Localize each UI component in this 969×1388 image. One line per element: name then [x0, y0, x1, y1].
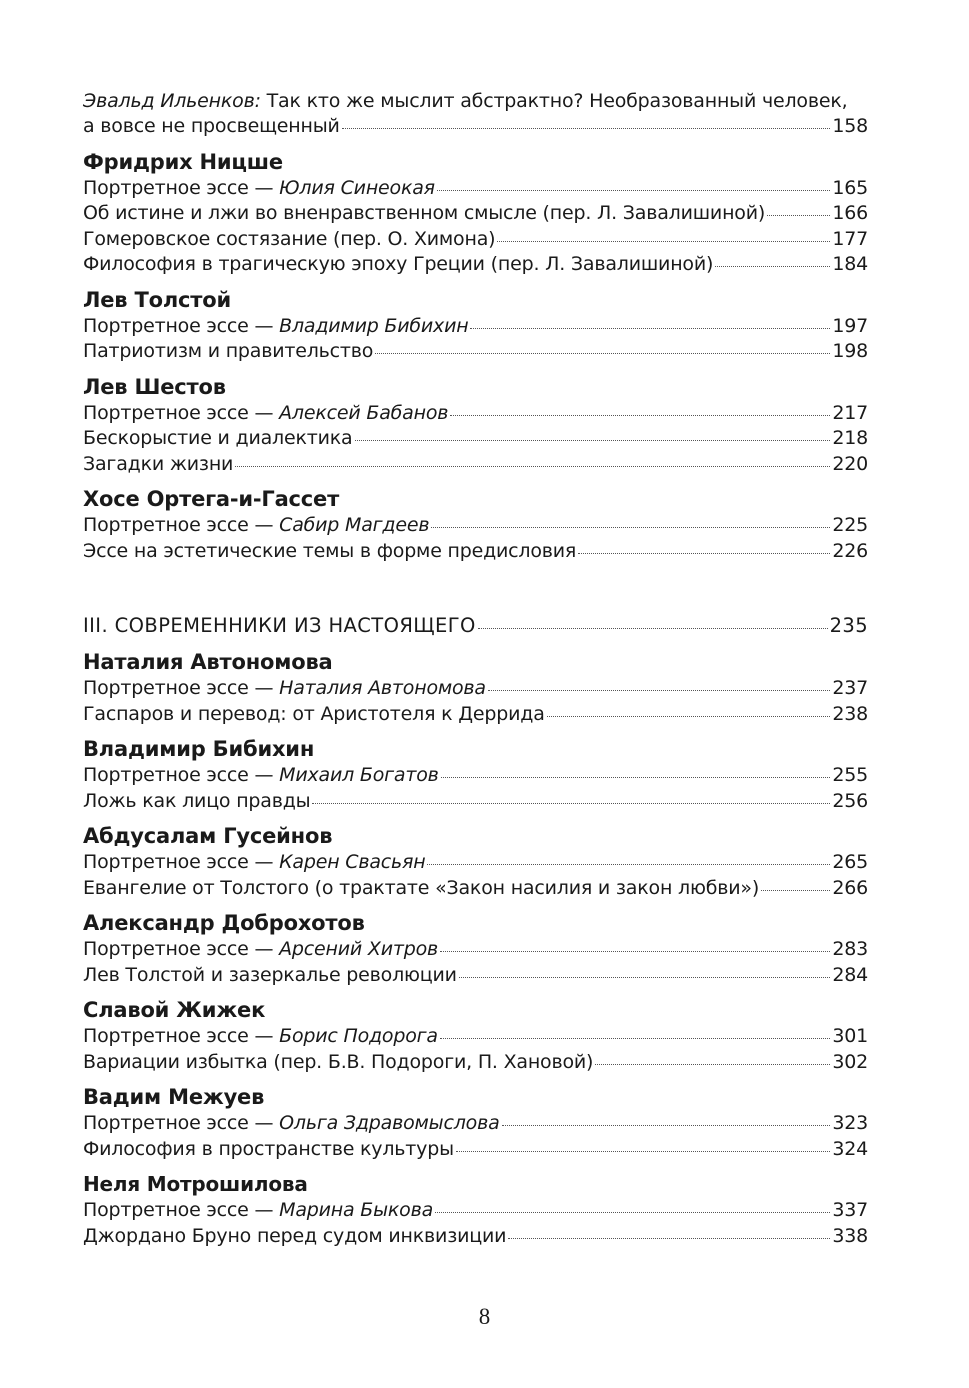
toc-entry[interactable] — [83, 1137, 868, 1163]
entry-list — [83, 676, 868, 727]
entry-list — [83, 401, 868, 478]
entry-title-text: Портретное эссе — — [83, 401, 280, 424]
entry-title — [83, 176, 435, 202]
entry-title-text: Портретное эссе — — [83, 677, 280, 699]
entry-title-text: Загадки жизни — [83, 452, 234, 475]
toc-entry[interactable] — [83, 1024, 868, 1050]
entry-title-text: Философия в трагическую эпоху Греции (пер. Л. Завалишиной) — [83, 253, 714, 275]
entry-title — [83, 1137, 454, 1163]
dot-leader — [355, 440, 831, 441]
page-number: 323 — [832, 1112, 868, 1134]
author-group — [83, 485, 868, 564]
entry-title-text: Гаспаров и перевод: от Аристотеля к Деррида — [83, 702, 545, 725]
dot-leader — [478, 628, 828, 629]
entry-title-text: Портретное эссе — — [83, 514, 280, 536]
page-number: 302 — [832, 1050, 868, 1073]
page-number: 283 — [832, 938, 868, 960]
author-heading: Вадим Межуев — [83, 1085, 265, 1109]
entry-title-text: Вариации избытка (пер. Б.В. Подороги, П. Хановой) — [83, 1050, 594, 1073]
page-number: 255 — [832, 764, 868, 786]
entry-title — [83, 1050, 593, 1076]
author-heading: Абдусалам Гусейнов — [83, 824, 333, 848]
toc-entry[interactable] — [83, 401, 868, 427]
page-number: 226 — [832, 539, 868, 562]
dot-leader — [578, 553, 830, 554]
entry-title-text: Портретное эссе — — [83, 176, 280, 199]
entry-title — [83, 314, 468, 340]
entry-list — [83, 937, 868, 988]
page-number: 165 — [832, 176, 868, 199]
section-heading[interactable] — [83, 612, 868, 640]
entry-title — [83, 1224, 506, 1250]
dot-leader — [435, 1212, 830, 1213]
page-number: 265 — [832, 851, 868, 873]
entry-title — [83, 401, 448, 427]
entry-title: Так кто же мыслит абстрактно? Необразованный человек, — [260, 90, 848, 112]
entry-title — [83, 1198, 433, 1224]
dot-leader — [450, 415, 830, 416]
page-number: 217 — [832, 401, 868, 424]
page-number: 220 — [832, 452, 868, 475]
page-number: 184 — [832, 253, 868, 275]
dot-leader — [375, 353, 830, 354]
entry-title-text: Портретное эссе — — [83, 1199, 280, 1221]
page-number: 235 — [829, 614, 868, 637]
page-number: 266 — [832, 876, 868, 899]
dot-leader — [342, 128, 831, 129]
toc-entry[interactable] — [83, 1111, 868, 1137]
entry-title — [83, 452, 233, 478]
dot-leader — [440, 951, 830, 952]
toc-entry[interactable] — [83, 876, 868, 902]
page-number: 197 — [832, 314, 868, 337]
dot-leader — [437, 190, 830, 191]
toc-entry[interactable] — [83, 314, 868, 340]
toc-entry[interactable] — [83, 702, 868, 728]
toc-entry[interactable] — [83, 426, 868, 452]
entry-title-text: Портретное эссе — — [83, 764, 280, 786]
dot-leader — [502, 1125, 831, 1126]
entry-list — [83, 850, 868, 901]
page-number: 158 — [832, 115, 868, 137]
essay-author-italic: Алексей Бабанов — [279, 401, 449, 424]
dot-leader — [547, 716, 831, 717]
author-group — [83, 373, 868, 478]
entry-title — [83, 539, 576, 565]
author-group — [83, 648, 868, 727]
dot-leader — [470, 328, 830, 329]
entry-title — [83, 339, 373, 365]
essay-author-italic: Борис Подорога — [279, 1025, 438, 1047]
dot-leader — [767, 215, 830, 216]
essay-author-italic: Ольга Здравомыслова — [279, 1112, 500, 1134]
author-group — [83, 822, 868, 901]
toc-entry[interactable] — [83, 937, 868, 963]
author-heading: Лев Шестов — [83, 374, 226, 399]
essay-author-italic: Михаил Богатов — [279, 764, 439, 786]
dot-leader — [456, 1151, 830, 1152]
entry-title-text: Портретное эссе — — [83, 851, 280, 873]
essay-author-italic: Наталия Автономова — [279, 677, 486, 699]
author-heading: Владимир Бибихин — [83, 737, 315, 761]
entry-title-text: Портретное эссе — — [83, 1025, 280, 1047]
entry-title — [83, 201, 765, 227]
author-heading: Фридрих Ницше — [83, 149, 283, 174]
author-heading: Славой Жижек — [83, 998, 266, 1022]
toc-entry[interactable] — [83, 539, 868, 565]
dot-leader — [508, 1238, 830, 1239]
page-number-footer: 8 — [478, 1304, 491, 1329]
page-number: 256 — [832, 789, 868, 812]
dot-leader — [488, 690, 830, 691]
dot-leader — [235, 466, 830, 467]
entry-title-text: Джордано Бруно перед судом инквизиции — [83, 1224, 507, 1247]
page-number: 337 — [832, 1199, 868, 1221]
entry-list — [83, 1198, 868, 1249]
toc-entry[interactable] — [83, 963, 868, 989]
entry-list — [83, 1111, 868, 1162]
page-number: 301 — [832, 1025, 868, 1047]
toc-entry[interactable] — [83, 763, 868, 789]
toc-entry[interactable] — [83, 513, 868, 539]
author-heading: Хосе Ортега-и-Гассет — [83, 487, 340, 511]
toc-entry-intro-line1 — [83, 88, 868, 114]
dot-leader — [431, 527, 830, 528]
toc-entry[interactable] — [83, 339, 868, 365]
toc-entry[interactable] — [83, 789, 868, 815]
entry-title-text: Об истине и лжи во вненравственном смысле (пер. Л. Завалишиной) — [83, 202, 766, 224]
entry-title-text: Философия в пространстве культуры — [83, 1137, 454, 1160]
author-group — [83, 286, 868, 365]
author-group — [83, 735, 868, 814]
author-heading: Александр Доброхотов — [83, 911, 365, 935]
page-number: 238 — [832, 702, 868, 725]
essay-author-italic: Карен Свасьян — [279, 851, 426, 873]
dot-leader — [497, 241, 830, 242]
dot-leader — [441, 777, 831, 778]
entry-title-text: Гомеровское состязание (пер. О. Химона) — [83, 227, 496, 250]
author-group — [83, 1083, 868, 1162]
page-number: 218 — [832, 427, 868, 449]
entry-title — [83, 963, 457, 989]
toc-entry[interactable] — [83, 850, 868, 876]
entry-title — [83, 789, 310, 815]
essay-author-italic: Владимир Бибихин — [279, 314, 469, 337]
essay-author-italic: Арсений Хитров — [279, 938, 438, 960]
entry-list — [83, 763, 868, 814]
entry-title — [83, 702, 545, 728]
toc-entry[interactable] — [83, 1224, 868, 1250]
toc-entry[interactable] — [83, 1050, 868, 1076]
dot-leader — [595, 1064, 830, 1065]
dot-leader — [715, 266, 830, 267]
essay-author-italic: Сабир Магдеев — [279, 514, 430, 536]
entry-title — [83, 1024, 438, 1050]
entry-list — [83, 176, 868, 278]
entry-title-text: Портретное эссе — — [83, 314, 280, 337]
entry-title — [83, 426, 353, 452]
entry-title — [83, 876, 759, 902]
entry-title-text: Патриотизм и правительство — [83, 340, 374, 362]
author-group — [83, 909, 868, 988]
entry-title: а вовсе не просвещенный — [83, 115, 340, 137]
author-heading: Лев Толстой — [83, 287, 231, 312]
dot-leader — [427, 864, 830, 865]
entry-list — [83, 513, 868, 564]
toc-entry[interactable] — [83, 676, 868, 702]
toc-entry[interactable] — [83, 227, 868, 253]
entry-title — [83, 937, 438, 963]
page-number: 166 — [832, 202, 868, 224]
toc-entry-intro-line2[interactable] — [83, 114, 868, 140]
page-number: 237 — [832, 677, 868, 699]
page-number: 177 — [832, 227, 868, 250]
essay-author-italic: Марина Быкова — [279, 1199, 434, 1221]
entry-title — [83, 1111, 500, 1137]
entry-title — [83, 252, 713, 278]
author-heading: Неля Мотрошилова — [83, 1172, 308, 1196]
entry-title-text: Ложь как лицо правды — [83, 789, 311, 812]
entry-title — [83, 227, 495, 253]
author-group — [83, 1170, 868, 1249]
entry-title — [83, 763, 439, 789]
author-group — [83, 148, 868, 278]
entry-title — [83, 676, 486, 702]
dot-leader — [312, 803, 830, 804]
toc-entry[interactable] — [83, 452, 868, 478]
page-number: 284 — [832, 963, 868, 986]
dot-leader — [761, 890, 830, 891]
section-title: III. СОВРЕМЕННИКИ ИЗ НАСТОЯЩЕГО — [83, 614, 476, 637]
entry-title-text: Лев Толстой и зазеркалье революции — [83, 963, 457, 986]
author-groups-part-2 — [83, 148, 868, 565]
toc-entry[interactable] — [83, 176, 868, 202]
page-number: 198 — [832, 340, 868, 362]
entry-list — [83, 314, 868, 365]
author-heading: Наталия Автономова — [83, 650, 333, 674]
toc-entry[interactable] — [83, 201, 868, 227]
dot-leader — [440, 1038, 830, 1039]
entry-title-text: Евангелие от Толстого (о трактате «Закон насилия и закон любви») — [83, 876, 760, 899]
page-number: 225 — [832, 514, 868, 536]
toc-entry[interactable] — [83, 1198, 868, 1224]
essay-author-italic: Юлия Синеокая — [279, 176, 435, 199]
entry-title-text: Портретное эссе — — [83, 938, 280, 960]
toc-entry[interactable] — [83, 252, 868, 278]
page-number: 338 — [832, 1224, 868, 1247]
entry-title — [83, 513, 429, 539]
entry-list — [83, 1024, 868, 1075]
page-number: 324 — [832, 1137, 868, 1160]
entry-title-text: Эссе на эстетические темы в форме предисловия — [83, 539, 577, 562]
dot-leader — [459, 977, 830, 978]
entry-title-text: Портретное эссе — — [83, 1112, 280, 1134]
author-group — [83, 996, 868, 1075]
table-of-contents — [83, 88, 868, 1249]
entry-author-italic: Эвальд Ильенков: — [83, 90, 261, 112]
author-groups-part-3 — [83, 648, 868, 1249]
entry-title-text: Бескорыстие и диалектика — [83, 427, 353, 449]
entry-title — [83, 850, 425, 876]
